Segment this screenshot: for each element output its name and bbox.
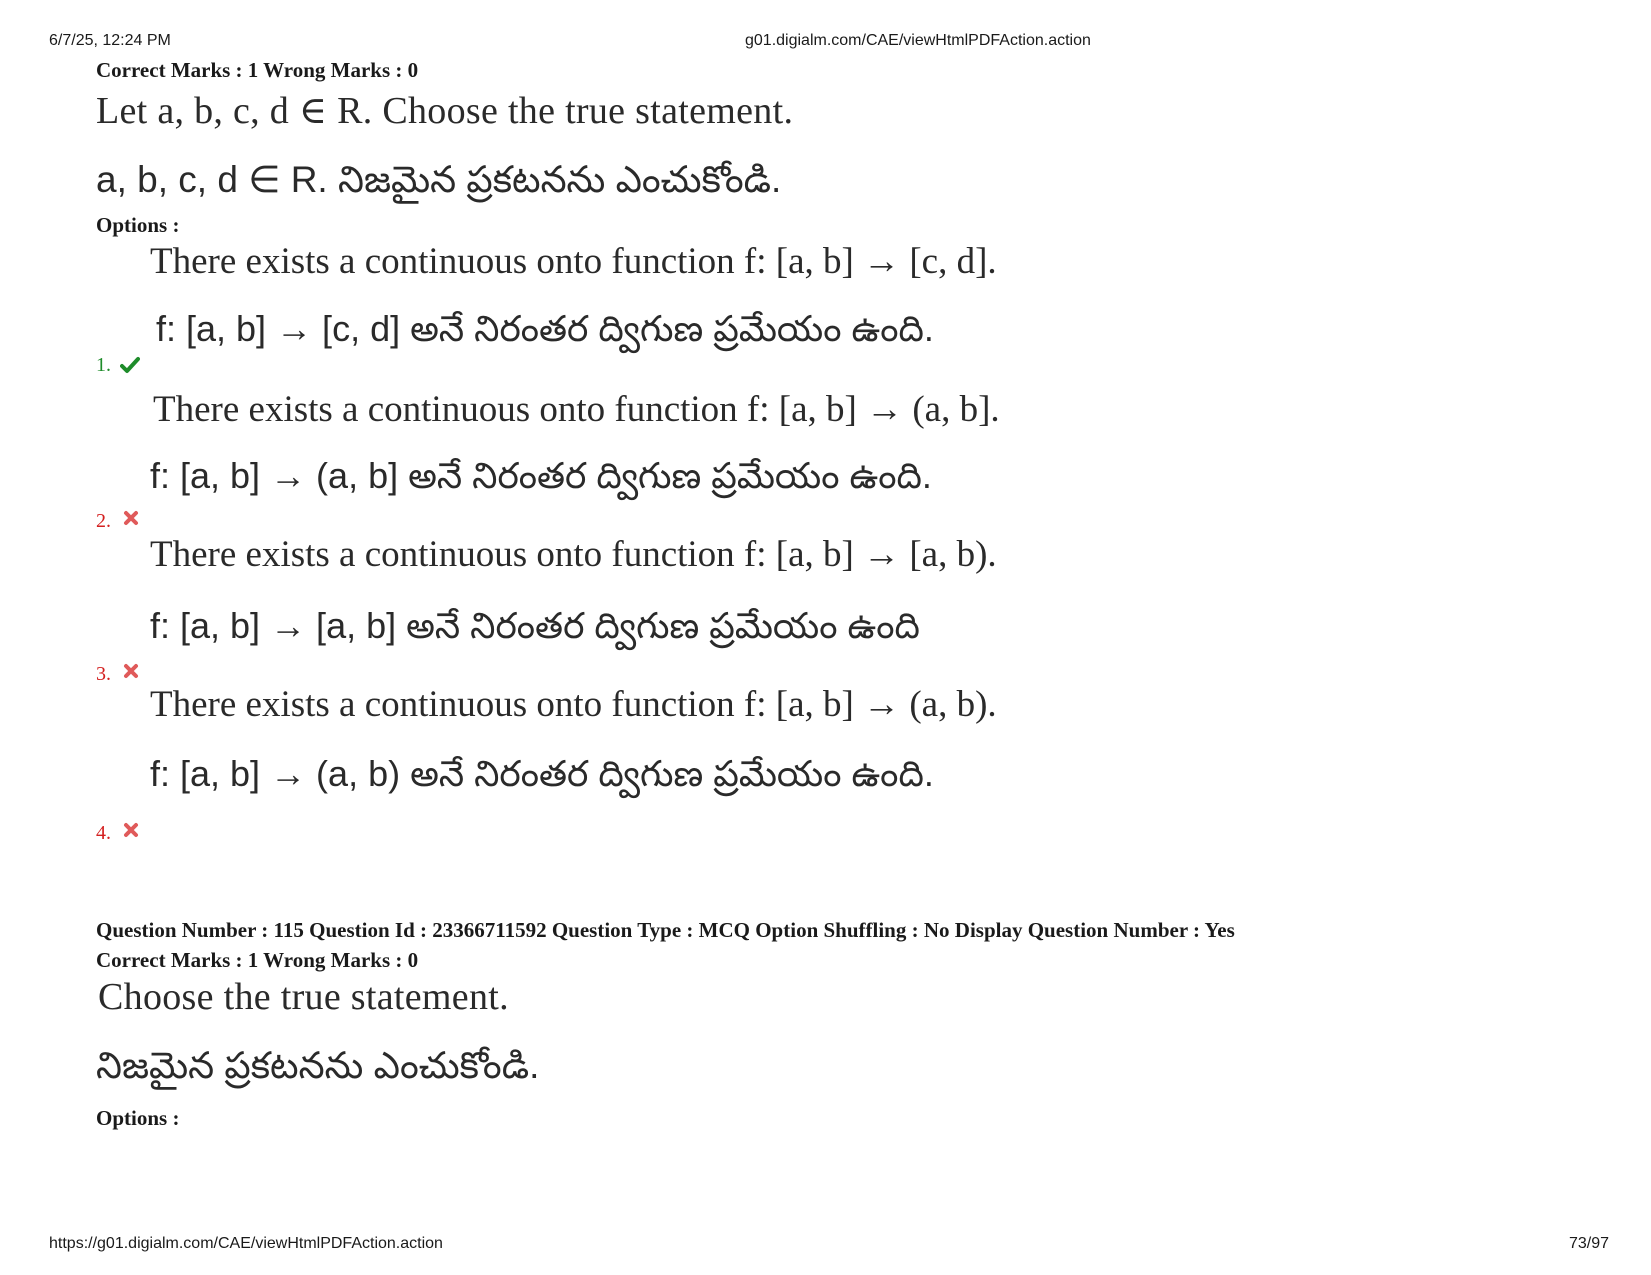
print-datetime: 6/7/25, 12:24 PM [49,32,171,49]
q114-option-1-telugu: f: [a, b] → [c, d] అనే నిరంతర ద్విగుణ ప్రమేయం ఉంది. [156,308,934,349]
q114-option-2-telugu: f: [a, b] → (a, b] అనే నిరంతర ద్విగుణ ప్రమేయం ఉంది. [150,455,932,496]
q114-option-4-telugu: f: [a, b] → (a, b) అనే నిరంతర ద్విగుణ ప్రమేయం ఉంది. [150,753,934,794]
q114-option-3-telugu: f: [a, b] → [a, b] అనే నిరంతర ద్విగుణ ప్రమేయం ఉంది [150,605,920,646]
q114-question-telugu: a, b, c, d ∈ R. నిజమైన ప్రకటనను ఎంచుకోండి. [96,159,782,200]
check-icon [120,355,140,375]
q114-question-english: Let a, b, c, d ∈ R. Choose the true statement. [96,90,794,132]
q114-option-2-number: 2. [96,510,111,532]
q114-option-3-english: There exists a continuous onto function f: [a, b] → [a, b). [150,534,997,575]
q115-meta: Question Number : 115 Question Id : 23366711592 Question Type : MCQ Option Shuffling : No Display Question Number : Yes [96,918,1235,942]
q114-options-label: Options : [96,213,180,237]
cross-icon [121,661,141,681]
q114-option-3-number: 3. [96,663,111,685]
q115-question-telugu: నిజమైన ప్రకటనను ఎంచుకోండి. [96,1045,540,1086]
page-number: 73/97 [1568,1235,1609,1252]
print-footer-url: https://g01.digialm.com/CAE/viewHtmlPDFAction.action [49,1235,443,1252]
q115-marks: Correct Marks : 1 Wrong Marks : 0 [96,948,419,972]
q114-option-1-number: 1. [96,354,111,376]
cross-icon [121,820,141,840]
q115-options-label: Options : [96,1106,180,1130]
q114-option-1-english: There exists a continuous onto function f: [a, b] → [c, d]. [150,241,997,282]
q114-marks: Correct Marks : 1 Wrong Marks : 0 [96,58,419,82]
q114-option-4-number: 4. [96,822,111,844]
q114-option-4-english: There exists a continuous onto function f: [a, b] → (a, b). [150,684,997,725]
print-header-url: g01.digialm.com/CAE/viewHtmlPDFAction.action [745,32,1091,49]
q114-option-2-english: There exists a continuous onto function f: [a, b] → (a, b]. [153,389,1000,430]
q115-question-english: Choose the true statement. [98,976,509,1018]
cross-icon [121,508,141,528]
